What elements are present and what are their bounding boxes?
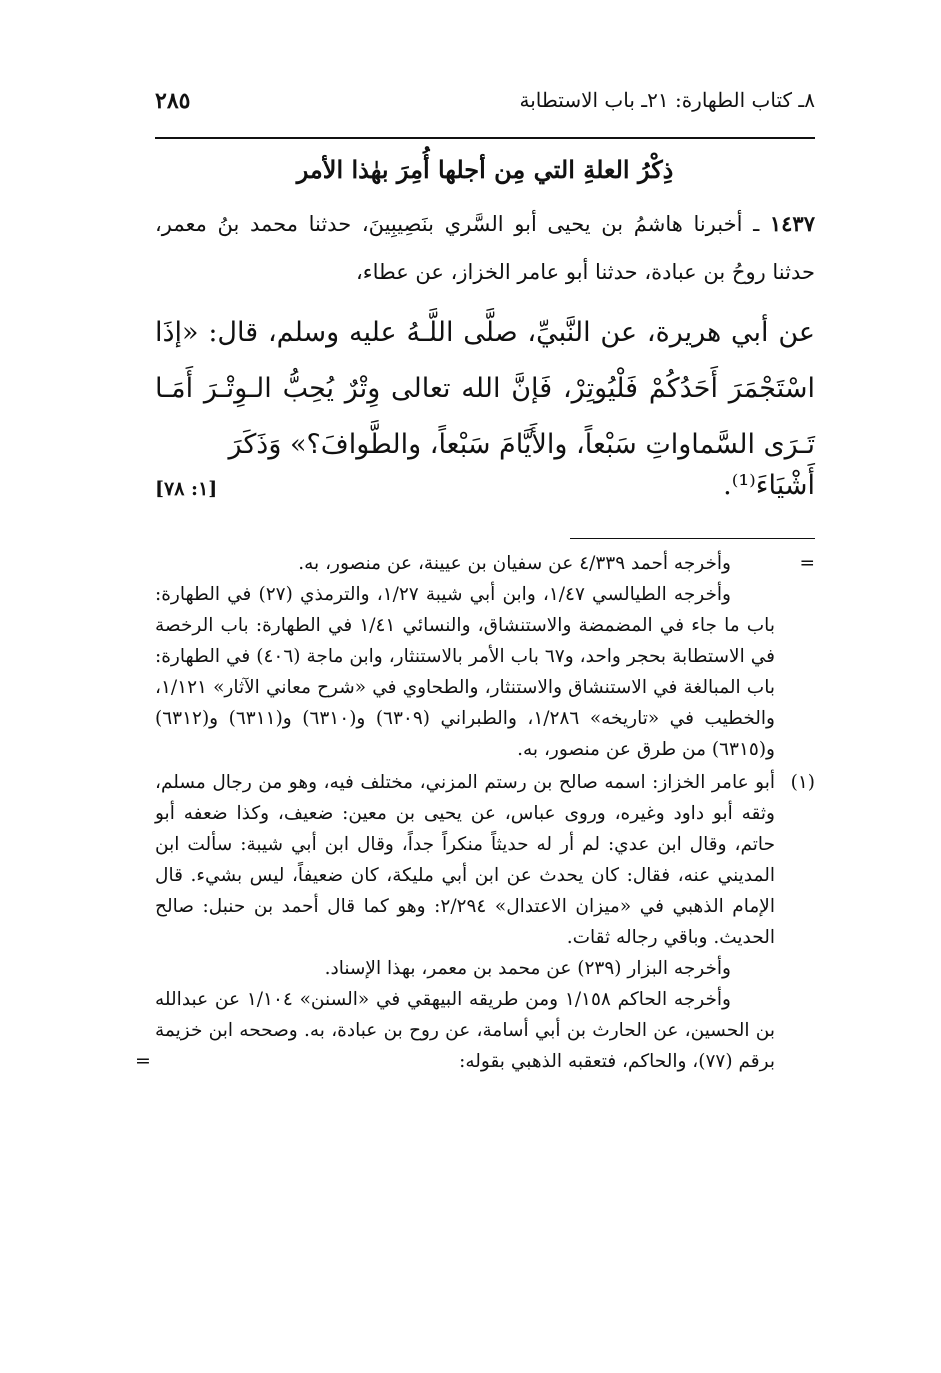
footnote-paragraph: وأخرجه البزار (٢٣٩) عن محمد بن معمر، بهذا الإسناد. [324,958,731,979]
footnote-paragraph: وأخرجه الطيالسي ١/٤٧، وابن أبي شيبة ١/٢٧، والترمذي (٢٧) في الطهارة: باب ما جاء في المضمضة والاستنشاق، والنسائي ١/٤١ في الطهارة: باب الرخصة في الاستطابة بحجر واحد، و٦٧ باب الأمر بالاستنثار، وابن ماجة (٤٠٦) في الطهارة: باب المبالغة في الاستنشاق والاستنثار، والطحاوي في «شرح معاني الآثار» ١/١٢١، والخطيب في «تاريخه» ١/٢٨٦، والطبراني (٦٣٠٩) و(٦٣١٠) و(٦٣١١) و(٦٣١٢) و(٦٣١٥) من طرق عن منصور، به. [155,584,776,760]
chapter-title: ٨ـ كتاب الطهارة: ٢١ـ باب الاستطابة [519,88,815,112]
hadith-isnad: ـ أخبرنا هاشمُ بن يحيى أبو السَّري بنَصِيبِينَ، حدثنا محمد بنُ معمر، حدثنا روحُ بن عبادة، حدثنا أبو عامر الخزاز، عن عطاء، [155,212,815,284]
footnote-marker: (١) [790,772,815,793]
footnote-divider [570,538,815,539]
section-heading: ذِكْرُ العلةِ التي مِن أجلها أُمِرَ بهٰذا الأمر [296,155,674,184]
hadith-matn: عن أبي هريرة، عن النَّبيِّ، صلَّى اللَّـهُ عليه وسلم، قال: «إذَا اسْتَجْمَرَ أَحَدُكُمْ فَلْيُوتِرْ، فَإنَّ الله تعالى وِتْرٌ يُحِبُّ الـوِتْـرَ أَمَـا تَـرَى السَّماواتِ سَبْعاً، والأَيَّامَ سَبْعاً، والطَّوافَ؟» وَذَكَرَ [155,317,815,460]
footnotes [135,548,815,1077]
hadith-number: ١٤٣٧ [769,211,815,236]
hadith-chain [155,200,815,296]
hadith-reference: [١: ٧٨] [155,478,218,500]
page-number: ٢٨٥ [155,88,191,114]
header-divider [155,137,815,139]
hadith-last-words: أَشْيَاءَ⁽¹⁾. [723,470,815,501]
footnote-1 [135,767,815,1077]
continues-mark: = [135,1050,151,1072]
footnote-paragraph: وأخرجه الحاكم ١/١٥٨ ومن طريقه البيهقي في «السنن» ١/١٠٤ عن عبدالله بن الحسين، عن الحارث بن أبي أسامة، عن روح بن عبادة، به. وصححه ابن خزيمة برقم (٧٧)، والحاكم، فتعقبه الذهبي بقوله: [155,989,775,1072]
footnote-continued [155,548,815,765]
running-header [155,88,815,122]
hadith-end-line [155,470,815,510]
footnote-paragraph: وأخرجه أحمد ٤/٣٣٩ عن سفيان بن عيينة، عن منصور، به. [298,553,731,574]
footnote-text: أبو عامر الخزاز: اسمه صالح بن رستم المزني، مختلف فيه، وهو من رجال مسلم، وثقه أبو داود وغيره، وروى عباس، عن يحيى بن معين: ضعيف، وكذا ضعفه أبو حاتم، وقال ابن عدي: لم أر له حديثاً منكراً جداً، وقال ابن أبي شيبة: سألت ابن المديني عنه، فقال: كان يحدث عن ابن أبي مليكة، كان ضعيفاً، ليس بشيء. قال الإمام الذهبي في «ميزان الاعتدال» ٢/٢٩٤: وهو كما قال أحمد بن حنبل: صالح الحديث. وباقي رجاله ثقات. [155,772,775,948]
continuation-mark: = [799,553,815,574]
